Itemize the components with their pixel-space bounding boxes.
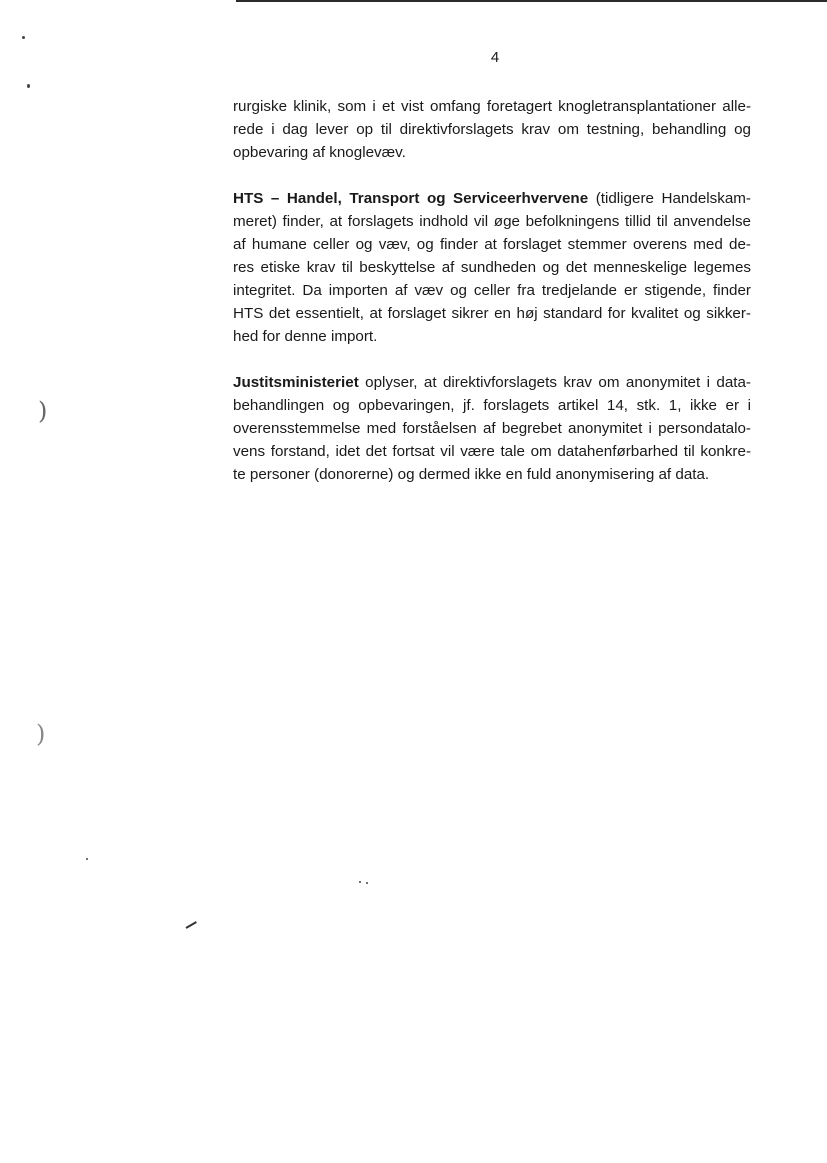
top-rule	[236, 0, 827, 2]
scan-speck	[186, 921, 197, 929]
text-line: af humane celler og væv, og finder at forslaget stemmer overens med de-	[233, 236, 751, 253]
text-line: rede i dag lever op til direktivforslagets krav om testning, behandling og	[233, 121, 751, 138]
page-number: 4	[490, 49, 500, 66]
text-line: overensstemmelse med forståelsen af begrebet anonymitet i persondatalo-	[233, 420, 751, 437]
text-line: res etiske krav til beskyttelse af sundheden og det menneskelige legemes	[233, 259, 751, 276]
text-line: vens forstand, idet det fortsat vil være tale om datahenførbarhed til konkre-	[233, 443, 751, 460]
punch-hole-mark: )	[38, 397, 48, 425]
text-line	[233, 187, 751, 210]
organization-name-hts: HTS – Handel, Transport og Serviceerhvervene	[233, 190, 589, 207]
text-line: rurgiske klinik, som i et vist omfang foretagert knogletransplantationer alle-	[233, 98, 751, 115]
scan-speck	[27, 84, 30, 88]
scan-speck	[366, 882, 368, 884]
text-line: behandlingen og opbevaringen, jf. forslagets artikel 14, stk. 1, ikke er i	[233, 397, 751, 414]
paragraph-hts	[233, 187, 751, 348]
text-line: HTS det essentielt, at forslaget sikrer en høj standard for kvalitet og sikker-	[233, 305, 751, 322]
text-run: (tidligere Handelskam-	[588, 190, 751, 207]
organization-name-justice-ministry: Justitsministeriet	[233, 374, 359, 391]
text-line: opbevaring af knoglevæv.	[233, 144, 406, 161]
text-line	[233, 371, 751, 394]
scan-speck	[86, 858, 88, 860]
paragraph-justice-ministry	[233, 371, 751, 486]
paragraph-bone-tissue	[233, 95, 751, 164]
scan-speck	[359, 881, 361, 883]
punch-hole-mark: )	[36, 720, 46, 748]
text-run: oplyser, at direktivforslagets krav om anonymitet i data-	[358, 374, 751, 391]
document-body	[233, 95, 751, 509]
text-line: te personer (donorerne) og dermed ikke en fuld anonymisering af data.	[233, 466, 710, 483]
text-line: hed for denne import.	[233, 328, 378, 345]
text-line: integritet. Da importen af væv og celler fra tredjelande er stigende, finder	[233, 282, 751, 299]
scan-speck	[22, 36, 25, 39]
text-line: meret) finder, at forslagets indhold vil øge befolkningens tillid til anvendelse	[233, 213, 751, 230]
